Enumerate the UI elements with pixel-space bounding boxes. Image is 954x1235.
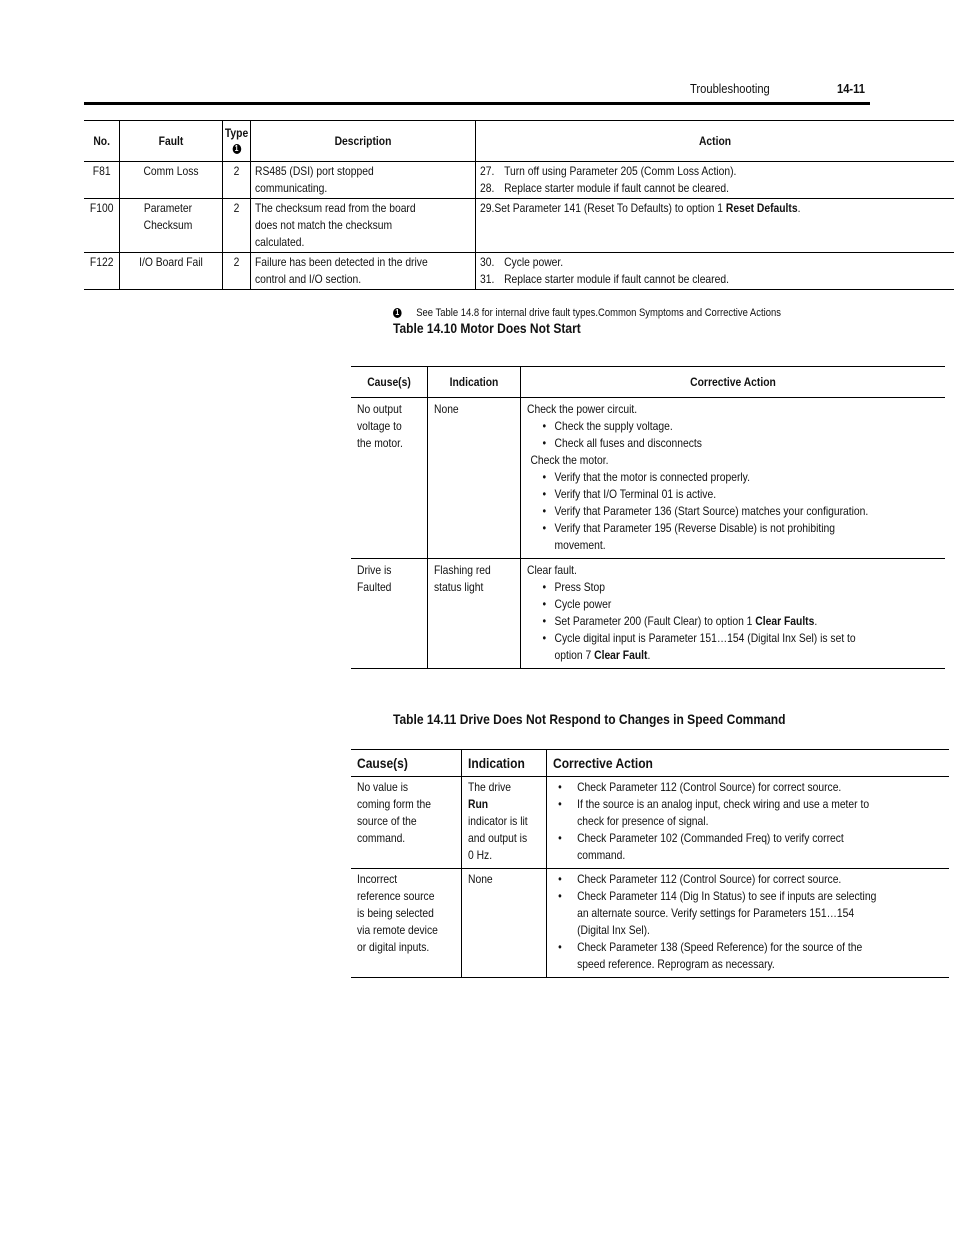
list-item: • Check all fuses and disconnects (527, 435, 881, 452)
header-indication: Indication (462, 750, 547, 777)
header-cause: Cause(s) (351, 750, 462, 777)
action-lead: Check the power circuit. (527, 402, 638, 416)
action-lead: Clear fault. (527, 563, 577, 577)
indication-cell: Flashing red status light (428, 559, 521, 669)
action-list (527, 418, 881, 452)
indication-cell: None (462, 869, 547, 978)
header-action: Action (476, 121, 954, 162)
header-corrective-action: Corrective Action (547, 750, 950, 777)
table-header-row (351, 750, 949, 777)
indication-cell: None (428, 398, 521, 559)
table-header-row (351, 367, 945, 398)
action-step: 31. Replace starter module if fault cannot be cleared. (480, 272, 730, 286)
footnote-marker: 1 (233, 144, 242, 154)
list-item: • Check Parameter 112 (Control Source) for correct source. (553, 779, 888, 796)
header-indication: Indication (428, 367, 521, 398)
header-type-label: Type (225, 126, 249, 140)
fault-number: F100 (84, 199, 120, 253)
action-list (553, 779, 888, 864)
cause-cell: No output voltage to the motor. (351, 398, 428, 559)
corrective-action-cell (521, 398, 946, 559)
fault-description: RS485 (DSI) port stopped communicating. (251, 162, 476, 199)
header-type (223, 121, 251, 162)
list-item: • Cycle digital input is Parameter 151…154 (Digital Inx Sel) is set to option 7 Clear Fault. (527, 630, 881, 664)
running-header-section: Troubleshooting (690, 81, 770, 96)
header-corrective-action: Corrective Action (521, 367, 946, 398)
header-no: No. (84, 121, 120, 162)
cause-cell: No value is coming form the source of the command. (351, 777, 462, 869)
list-item: • Verify that I/O Terminal 01 is active. (527, 486, 881, 503)
fault-type: 2 (223, 253, 251, 290)
header-cause: Cause(s) (351, 367, 428, 398)
list-item: • If the source is an analog input, check wiring and use a meter to check for presence of signal. (553, 796, 888, 830)
list-item: • Verify that Parameter 136 (Start Source) matches your configuration. (527, 503, 881, 520)
table-caption: Table 14.10 Motor Does Not Start (393, 320, 581, 336)
list-item: • Check Parameter 112 (Control Source) for correct source. (553, 871, 888, 888)
fault-description: The checksum read from the board does not match the checksum calculated. (251, 199, 476, 253)
cause-cell: Drive is Faulted (351, 559, 428, 669)
fault-table-header-row (84, 121, 954, 162)
fault-number: F81 (84, 162, 120, 199)
indication-cell: The drive Run indicator is lit and output is 0 Hz. (462, 777, 547, 869)
corrective-action-cell (521, 559, 946, 669)
action-step: 27. Turn off using Parameter 205 (Comm Loss Action). (480, 164, 737, 178)
table-row (351, 559, 945, 669)
fault-action (476, 253, 954, 290)
list-item: • Verify that the motor is connected properly. (527, 469, 881, 486)
cause-cell: Incorrect reference source is being selected via remote device or digital inputs. (351, 869, 462, 978)
footnote-marker: 1 (393, 308, 402, 318)
action-lead: Check the motor. (530, 453, 609, 467)
list-item: • Check Parameter 138 (Speed Reference) for the source of the speed reference. Reprogram as necessary. (553, 939, 888, 973)
table-caption: Table 14.11 Drive Does Not Respond to Changes in Speed Command (393, 711, 786, 727)
table-row (84, 199, 954, 253)
list-item: • Check the supply voltage. (527, 418, 881, 435)
table-row (351, 398, 945, 559)
header-fault: Fault (120, 121, 223, 162)
footnote (393, 307, 781, 319)
table-row (84, 162, 954, 199)
header-description: Description (251, 121, 476, 162)
fault-number: F122 (84, 253, 120, 290)
action-step: 28. Replace starter module if fault cannot be cleared. (480, 181, 730, 195)
action-list (527, 579, 881, 664)
list-item: • Check Parameter 102 (Commanded Freq) to verify correct command. (553, 830, 888, 864)
header-rule (84, 102, 870, 105)
list-item: • Press Stop (527, 579, 881, 596)
list-item: • Check Parameter 114 (Dig In Status) to see if inputs are selecting an alternate source. Verify settings for Parameters 151…154 (Digital Inx Sel). (553, 888, 888, 939)
corrective-action-cell (547, 777, 950, 869)
table-row (84, 253, 954, 290)
footnote-text: See Table 14.8 for internal drive fault types.Common Symptoms and Corrective Actions (416, 307, 781, 319)
motor-does-not-start-table (351, 366, 945, 669)
list-item: • Verify that Parameter 195 (Reverse Disable) is not prohibiting movement. (527, 520, 881, 554)
speed-command-table (351, 749, 949, 978)
action-list (527, 469, 881, 554)
fault-type: 2 (223, 162, 251, 199)
fault-type: 2 (223, 199, 251, 253)
fault-name: Parameter Checksum (120, 199, 223, 253)
fault-description: Failure has been detected in the drive control and I/O section. (251, 253, 476, 290)
list-item: • Cycle power (527, 596, 881, 613)
fault-action (476, 162, 954, 199)
table-row (351, 777, 949, 869)
list-item: • Set Parameter 200 (Fault Clear) to option 1 Clear Faults. (527, 613, 881, 630)
fault-table (84, 120, 954, 290)
corrective-action-cell (547, 869, 950, 978)
table-row (351, 869, 949, 978)
action-step: 30. Cycle power. (480, 255, 564, 269)
action-list (553, 871, 888, 973)
fault-name: Comm Loss (120, 162, 223, 199)
page-number: 14-11 (837, 81, 865, 96)
fault-action: 29.Set Parameter 141 (Reset To Defaults) to option 1 Reset Defaults. (476, 199, 954, 253)
fault-name: I/O Board Fail (120, 253, 223, 290)
